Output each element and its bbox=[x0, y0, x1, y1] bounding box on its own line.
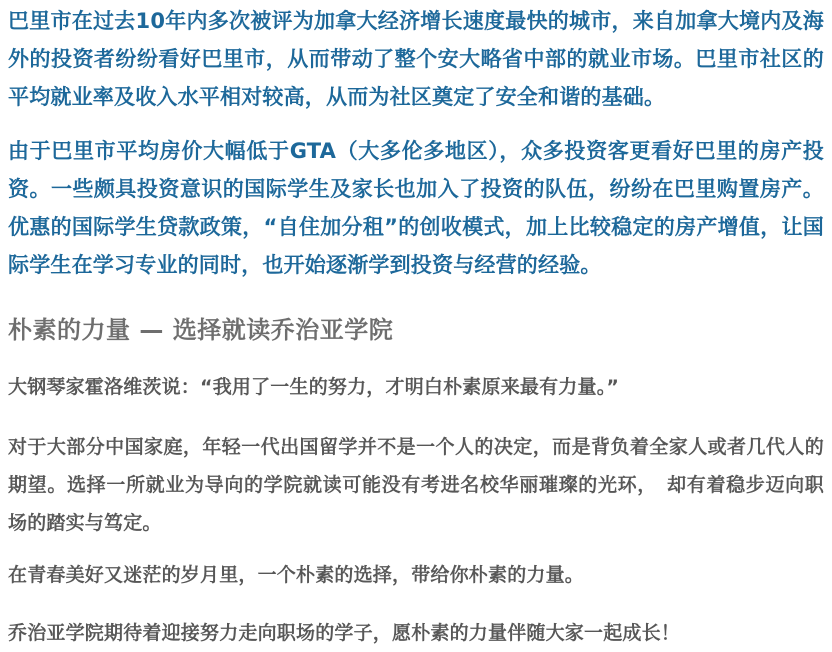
intro-paragraph-economy: 巴里市在过去10年内多次被评为加拿大经济增长速度最快的城市，来自加拿大境内及海外的投资者纷纷看好巴里市，从而带动了整个安大略省中部的就业市场。巴里市社区的平均就业率及收入水平相对较高，从而为社区奠定了安全和谐的基础。 bbox=[8, 9, 824, 109]
intro-paragraph-real-estate: 由于巴里市平均房价大幅低于GTA（大多伦多地区），众多投资客更看好巴里的房产投资。一些颇具投资意识的国际学生及家长也加入了投资的队伍，纷纷在巴里购置房产。优惠的国际学生贷款政策，“自住加分租”的创收模式，加上比较稳定的房产增值，让国际学生在学习专业的同时，也开始逐渐学到投资与经营的经验。 bbox=[8, 139, 824, 277]
body-paragraph-youth-choice: 在青春美好又迷茫的岁月里，一个朴素的选择，带给你朴素的力量。 bbox=[8, 564, 585, 586]
body-paragraph-closing: 乔治亚学院期待着迎接努力走向职场的学子，愿朴素的力量伴随大家一起成长！ bbox=[8, 622, 681, 644]
body-paragraph-family-expectation: 对于大部分中国家庭，年轻一代出国留学并不是一个人的决定，而是背负着全家人或者几代人的期望。选择一所就业为导向的学院就读可能没有考进名校华丽璀璨的光环， 却有着稳步迈向职场的踏实与笃定。 bbox=[8, 436, 824, 534]
section-heading: 朴素的力量 — 选择就读乔治亚学院 bbox=[8, 316, 394, 344]
body-paragraph-quote: 大钢琴家霍洛维茨说：“我用了一生的努力，才明白朴素原来最有力量。” bbox=[8, 376, 620, 398]
